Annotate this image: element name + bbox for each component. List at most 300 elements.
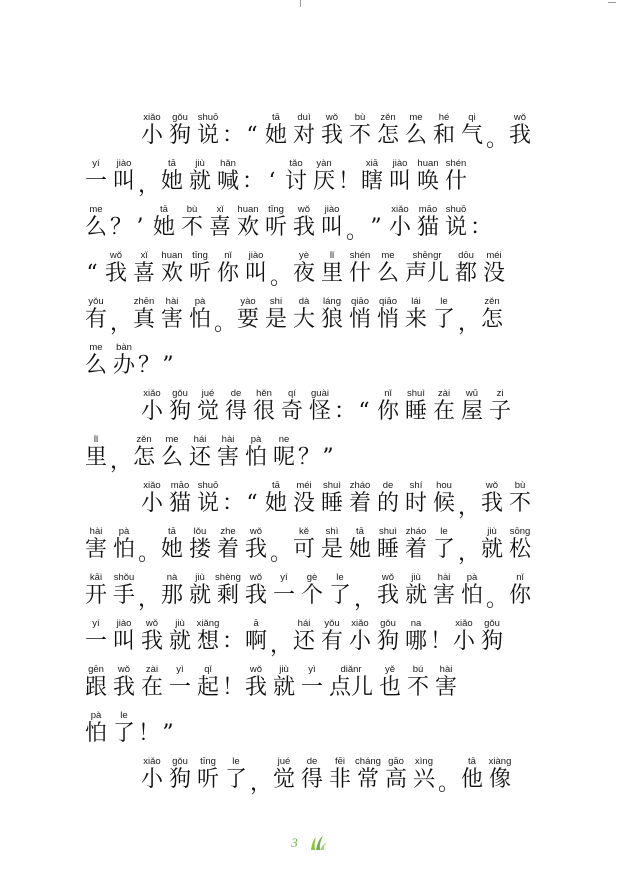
hanzi: 她: [264, 123, 287, 148]
hanzi: 睡: [404, 399, 427, 424]
hanzi-with-pinyin: [138, 664, 166, 701]
hanzi: 我: [292, 215, 315, 240]
pinyin: tā: [272, 112, 280, 123]
hanzi: 在: [140, 675, 163, 700]
hanzi: 没: [482, 261, 505, 286]
punctuation: ，: [458, 541, 481, 566]
pinyin: lǐ: [93, 434, 99, 445]
hanzi: 有: [320, 629, 343, 654]
hanzi-with-pinyin: [402, 526, 430, 563]
hanzi: 呢: [272, 445, 295, 470]
hanzi: 喜: [208, 215, 231, 240]
pinyin: pà: [466, 572, 478, 583]
pinyin: shuì: [323, 480, 341, 491]
hanzi-with-pinyin: [206, 204, 234, 241]
hanzi: 一: [84, 169, 107, 194]
hanzi-with-pinyin: [486, 756, 514, 793]
pinyin: me: [89, 342, 103, 353]
hanzi-with-pinyin: [110, 342, 138, 379]
pinyin: zěn: [136, 434, 152, 445]
hanzi: 我: [244, 583, 267, 608]
hanzi-with-pinyin: [450, 618, 478, 655]
hanzi-with-pinyin: [262, 480, 290, 517]
hanzi-with-pinyin: [346, 112, 374, 149]
hanzi: 喜: [132, 261, 155, 286]
hanzi-with-pinyin: [430, 112, 458, 149]
hanzi-with-pinyin: [402, 296, 430, 333]
pinyin: nǐ: [384, 388, 392, 399]
hanzi: 怎: [480, 307, 503, 332]
hanzi-with-pinyin: [354, 756, 382, 793]
pinyin: shuì: [407, 388, 425, 399]
punctuation: ！: [338, 169, 361, 194]
hanzi: 就: [188, 583, 211, 608]
pinyin: nǐ: [224, 250, 232, 261]
hanzi-with-pinyin: [150, 204, 178, 241]
hanzi: 里: [320, 261, 343, 286]
hanzi-with-pinyin: [374, 480, 402, 517]
hanzi: 怕: [84, 721, 107, 746]
hanzi: 起: [196, 675, 219, 700]
punctuation: ，: [354, 587, 377, 612]
hanzi: 欢: [236, 215, 259, 240]
hanzi-with-pinyin: [430, 388, 458, 425]
pinyin: kāi: [89, 572, 103, 583]
hanzi: 怎: [376, 123, 399, 148]
punctuation: ，: [138, 587, 161, 612]
pinyin: jiào: [392, 158, 408, 169]
hanzi-with-pinyin: [110, 158, 138, 195]
punctuation: “: [246, 123, 258, 148]
punctuation: ：: [334, 399, 357, 424]
hanzi-with-pinyin: [222, 388, 250, 425]
hanzi-with-pinyin: [82, 572, 110, 609]
hanzi: 那: [160, 583, 183, 608]
hanzi: 厌: [312, 169, 335, 194]
pinyin: gǒu: [172, 112, 188, 123]
hanzi: 真: [132, 307, 155, 332]
hanzi: 时: [404, 491, 427, 516]
hanzi-with-pinyin: [298, 664, 326, 701]
hanzi-with-pinyin: [442, 158, 470, 195]
hanzi: 怕: [188, 307, 211, 332]
hanzi-with-pinyin: [138, 756, 166, 793]
pinyin: hái: [193, 434, 207, 445]
pinyin: le: [440, 296, 448, 307]
hanzi-with-pinyin: [318, 526, 346, 563]
pinyin: yì: [176, 664, 184, 675]
hanzi: 狗: [376, 629, 399, 654]
pinyin: le: [336, 572, 344, 583]
hanzi-with-pinyin: [318, 204, 346, 241]
hanzi: 么: [84, 215, 107, 240]
pinyin: xiǎo: [143, 756, 161, 767]
hanzi-with-pinyin: [480, 250, 508, 287]
hanzi: 很: [252, 399, 275, 424]
hanzi-with-pinyin: [290, 250, 318, 287]
pinyin: tā: [468, 756, 476, 767]
pinyin: jué: [277, 756, 291, 767]
pinyin: gǒu: [172, 388, 188, 399]
hanzi: 奇: [280, 399, 303, 424]
punctuation: 。: [270, 541, 293, 566]
hanzi-with-pinyin: [82, 664, 110, 701]
hanzi: 说: [196, 123, 219, 148]
pinyin: me: [89, 204, 103, 215]
punctuation: ，: [458, 495, 481, 520]
hanzi: 猫: [168, 491, 191, 516]
hanzi-with-pinyin: [478, 526, 506, 563]
hanzi-with-pinyin: [290, 526, 318, 563]
hanzi-with-pinyin: [194, 388, 222, 425]
hanzi-with-pinyin: [270, 572, 298, 609]
punctuation: 。: [270, 265, 293, 290]
hanzi-with-pinyin: [158, 526, 186, 563]
pinyin: tīng: [200, 756, 216, 767]
hanzi-with-pinyin: [194, 756, 222, 793]
pinyin: le: [440, 526, 448, 537]
hanzi: 非: [328, 767, 351, 792]
pinyin: tīng: [192, 250, 208, 261]
punctuation: 。: [346, 219, 369, 244]
hanzi-with-pinyin: [250, 388, 278, 425]
hanzi: 得: [224, 399, 247, 424]
hanzi-with-pinyin: [374, 526, 402, 563]
hanzi: 怕: [460, 583, 483, 608]
pinyin: qi: [468, 112, 476, 123]
hanzi: 怕: [112, 537, 135, 562]
pinyin: gēn: [88, 664, 104, 675]
pinyin: qiāo: [379, 296, 397, 307]
hanzi-with-pinyin: [374, 112, 402, 149]
hanzi: 是: [264, 307, 287, 332]
pinyin: shì: [325, 526, 339, 537]
hanzi: 瞎: [360, 169, 383, 194]
pinyin: māo: [170, 480, 190, 491]
hanzi-with-pinyin: [130, 434, 158, 471]
hanzi: 开: [84, 583, 107, 608]
hanzi-with-pinyin: [298, 756, 326, 793]
hanzi-with-pinyin: [82, 434, 110, 471]
hanzi: 高: [384, 767, 407, 792]
hanzi: 睡: [320, 491, 343, 516]
pinyin: jiào: [248, 250, 264, 261]
pinyin: jiù: [175, 618, 185, 629]
hanzi-with-pinyin: [478, 480, 506, 517]
hanzi-with-pinyin: [298, 572, 326, 609]
punctuation: “: [86, 261, 98, 286]
hanzi: 了: [328, 583, 351, 608]
hanzi: 了: [432, 307, 455, 332]
pinyin: yì: [308, 664, 316, 675]
hanzi-with-pinyin: [458, 388, 486, 425]
pinyin: tǎo: [289, 158, 303, 169]
pinyin: hài: [221, 434, 235, 445]
pinyin: bù: [514, 480, 526, 491]
hanzi: 怎: [132, 445, 155, 470]
hanzi-with-pinyin: [374, 296, 402, 333]
hanzi: 你: [508, 583, 531, 608]
grass-icon: [308, 835, 328, 851]
hanzi-with-pinyin: [386, 158, 414, 195]
pinyin: yè: [298, 250, 310, 261]
text-line: [82, 471, 542, 520]
pinyin: nà: [166, 572, 178, 583]
hanzi-with-pinyin: [346, 480, 374, 517]
hanzi: 悄: [348, 307, 371, 332]
pinyin: me: [409, 112, 423, 123]
pinyin: tā: [168, 526, 176, 537]
hanzi: 小: [348, 629, 371, 654]
punctuation: ’: [136, 215, 144, 240]
hanzi-with-pinyin: [346, 526, 374, 563]
pinyin: huan: [161, 250, 183, 261]
pinyin: bú: [412, 664, 424, 675]
hanzi-with-pinyin: [290, 296, 318, 333]
hanzi: 什: [348, 261, 371, 286]
pinyin: wǒ: [297, 204, 311, 215]
pinyin: gāo: [388, 756, 404, 767]
hanzi: 害: [216, 445, 239, 470]
hanzi: 还: [188, 445, 211, 470]
hanzi-with-pinyin: [130, 296, 158, 333]
hanzi-with-pinyin: [270, 756, 298, 793]
hanzi: 叫: [112, 629, 135, 654]
hanzi-with-pinyin: [432, 664, 460, 701]
pinyin: me: [165, 434, 179, 445]
hanzi: 就: [480, 537, 503, 562]
pinyin: wǒ: [325, 112, 339, 123]
hanzi-with-pinyin: [430, 296, 458, 333]
text-line: [82, 103, 542, 152]
pinyin: tā: [160, 204, 168, 215]
hanzi: 你: [216, 261, 239, 286]
hanzi: 大: [292, 307, 315, 332]
hanzi-with-pinyin: [158, 296, 186, 333]
hanzi: 我: [104, 261, 127, 286]
pinyin: bàn: [116, 342, 132, 353]
pinyin: tā: [168, 158, 176, 169]
pinyin: lái: [411, 296, 421, 307]
pinyin: dōu: [458, 250, 474, 261]
pinyin: hé: [438, 112, 450, 123]
hanzi-with-pinyin: [318, 112, 346, 149]
pinyin: xiǎo: [351, 618, 369, 629]
hanzi: 怕: [244, 445, 267, 470]
pinyin: tīng: [268, 204, 284, 215]
pinyin: jiù: [487, 526, 497, 537]
hanzi-with-pinyin: [346, 296, 374, 333]
pinyin: yǒu: [324, 618, 340, 629]
pinyin: xiǎng: [196, 618, 220, 629]
pinyin: sōng: [509, 526, 531, 537]
punctuation: ‘: [268, 169, 276, 194]
pinyin: yí: [280, 572, 288, 583]
hanzi-with-pinyin: [318, 618, 346, 655]
pinyin: xǐ: [140, 250, 148, 261]
pinyin: kě: [298, 526, 310, 537]
hanzi: 喊: [216, 169, 239, 194]
hanzi-with-pinyin: [414, 158, 442, 195]
crop-mark-top: [300, 0, 301, 7]
pinyin: shǒu: [113, 572, 135, 583]
hanzi-with-pinyin: [166, 388, 194, 425]
pinyin: guài: [311, 388, 329, 399]
hanzi: 悄: [376, 307, 399, 332]
pinyin: huan: [417, 158, 439, 169]
pinyin: hài: [437, 572, 451, 583]
pinyin: tā: [356, 526, 364, 537]
crop-mark-corner: [608, 2, 616, 3]
hanzi-with-pinyin: [186, 250, 214, 287]
hanzi-with-pinyin: [506, 480, 534, 517]
hanzi-with-pinyin: [318, 480, 346, 517]
hanzi-with-pinyin: [222, 756, 250, 793]
hanzi: 唤: [416, 169, 439, 194]
pinyin: na: [410, 618, 422, 629]
pinyin: yě: [384, 664, 396, 675]
hanzi: 对: [292, 123, 315, 148]
hanzi: 着: [404, 537, 427, 562]
pinyin: me: [381, 250, 395, 261]
hanzi: 着: [216, 537, 239, 562]
hanzi: 我: [244, 675, 267, 700]
hanzi-with-pinyin: [138, 112, 166, 149]
pinyin: fēi: [334, 756, 346, 767]
hanzi-with-pinyin: [310, 158, 338, 195]
hanzi-with-pinyin: [326, 756, 354, 793]
pinyin: gǒu: [380, 618, 396, 629]
hanzi: 要: [236, 307, 259, 332]
hanzi-with-pinyin: [242, 434, 270, 471]
hanzi-with-pinyin: [82, 526, 110, 563]
punctuation: ！: [138, 721, 161, 746]
hanzi-with-pinyin: [318, 250, 346, 287]
hanzi-with-pinyin: [242, 250, 270, 287]
pinyin: de: [306, 756, 318, 767]
hanzi-with-pinyin: [158, 250, 186, 287]
pinyin: xìng: [415, 756, 433, 767]
hanzi: 是: [320, 537, 343, 562]
hanzi-with-pinyin: [458, 112, 486, 149]
hanzi: 她: [264, 491, 287, 516]
pinyin: gǒu: [172, 756, 188, 767]
hanzi: 不: [348, 123, 371, 148]
hanzi: 她: [160, 169, 183, 194]
hanzi-with-pinyin: [242, 664, 270, 701]
pinyin: wǒ: [249, 572, 263, 583]
pinyin: pà: [250, 434, 262, 445]
pinyin: hài: [89, 526, 103, 537]
hanzi-with-pinyin: [382, 756, 410, 793]
hanzi-with-pinyin: [452, 250, 480, 287]
hanzi-with-pinyin: [138, 618, 166, 655]
hanzi-with-pinyin: [410, 756, 438, 793]
punctuation: ：: [222, 491, 245, 516]
hanzi: 没: [292, 491, 315, 516]
hanzi-with-pinyin: [346, 618, 374, 655]
hanzi-with-pinyin: [82, 296, 110, 333]
pinyin: yǒu: [88, 296, 104, 307]
pinyin: zhēn: [133, 296, 155, 307]
hanzi-with-pinyin: [110, 526, 138, 563]
pinyin: zháo: [405, 526, 427, 537]
hanzi: 可: [292, 537, 315, 562]
text-line: [82, 517, 542, 566]
hanzi-with-pinyin: [82, 342, 110, 379]
punctuation: “: [246, 491, 258, 516]
hanzi-with-pinyin: [82, 618, 110, 655]
pinyin: zhe: [220, 526, 236, 537]
hanzi-with-pinyin: [214, 158, 242, 195]
hanzi: 的: [376, 491, 399, 516]
pinyin: dà: [298, 296, 310, 307]
hanzi: 叫: [388, 169, 411, 194]
pinyin: jiù: [195, 158, 205, 169]
pinyin: wǒ: [485, 480, 499, 491]
punctuation: ？: [110, 215, 133, 240]
pinyin: qí: [288, 388, 296, 399]
pinyin: hěn: [256, 388, 272, 399]
hanzi-with-pinyin: [374, 618, 402, 655]
hanzi-with-pinyin: [130, 250, 158, 287]
text-line: [82, 747, 542, 796]
pinyin: shēngr: [412, 250, 442, 261]
hanzi: 小: [140, 491, 163, 516]
pinyin: shén: [445, 158, 467, 169]
hanzi: 我: [244, 537, 267, 562]
pinyin: xiǎo: [391, 204, 409, 215]
pinyin: shi: [269, 296, 283, 307]
pinyin: méi: [486, 250, 502, 261]
hanzi: 我: [480, 491, 503, 516]
hanzi: 了: [112, 721, 135, 746]
hanzi: 跟: [84, 675, 107, 700]
hanzi: 一: [272, 583, 295, 608]
hanzi-with-pinyin: [158, 158, 186, 195]
pinyin: yào: [240, 296, 256, 307]
hanzi-with-pinyin: [290, 204, 318, 241]
pinyin: gè: [306, 572, 318, 583]
hanzi: 么: [84, 353, 107, 378]
hanzi: 来: [404, 307, 427, 332]
hanzi-with-pinyin: [478, 618, 506, 655]
hanzi-with-pinyin: [318, 296, 346, 333]
pinyin: jiù: [279, 664, 289, 675]
punctuation: ，: [250, 771, 273, 796]
pinyin: māo: [418, 204, 438, 215]
pinyin: cháng: [355, 756, 381, 767]
punctuation: ！: [430, 629, 453, 654]
hanzi: 么: [376, 261, 399, 286]
hanzi-with-pinyin: [194, 480, 222, 517]
hanzi: 手: [112, 583, 135, 608]
pinyin: shuō: [445, 204, 467, 215]
hanzi-with-pinyin: [186, 526, 214, 563]
hanzi: 么: [404, 123, 427, 148]
pinyin: lǐ: [329, 250, 335, 261]
pinyin: zi: [496, 388, 504, 399]
hanzi: 害: [432, 583, 455, 608]
pinyin: hài: [439, 664, 453, 675]
hanzi: 像: [488, 767, 511, 792]
pinyin: zháo: [349, 480, 371, 491]
text-line: [82, 425, 542, 474]
hanzi-with-pinyin: [326, 664, 376, 701]
hanzi: 搂: [188, 537, 211, 562]
hanzi-with-pinyin: [194, 112, 222, 149]
hanzi-with-pinyin: [306, 388, 334, 425]
